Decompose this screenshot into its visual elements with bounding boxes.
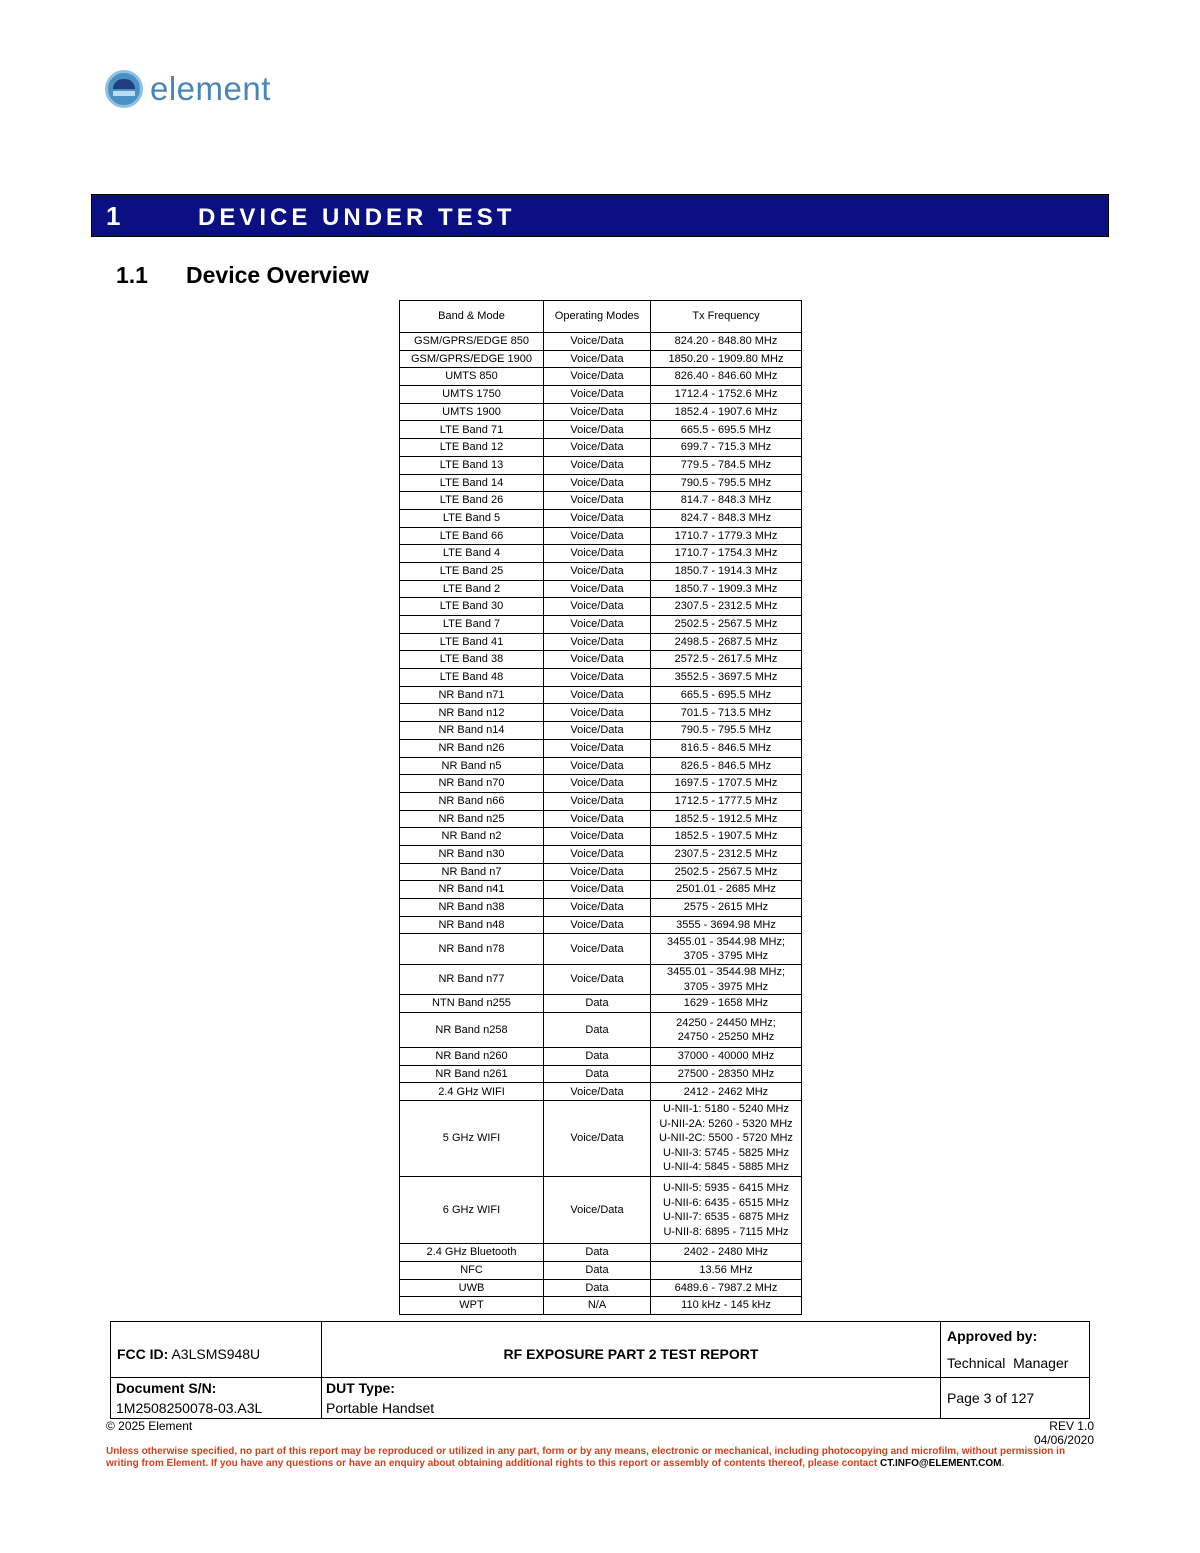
cell-operating-mode: Voice/Data <box>544 598 651 616</box>
cell-tx-frequency <box>651 1279 802 1297</box>
cell-operating-mode: Data <box>544 1013 651 1048</box>
cell-band-mode: UMTS 1750 <box>400 386 544 404</box>
cell-tx-frequency <box>651 1101 802 1177</box>
frequency-line: 3705 - 3795 MHz <box>683 950 769 963</box>
frequency-line: 1710.7 - 1754.3 MHz <box>674 547 778 560</box>
device-bands-table <box>399 300 802 1315</box>
cell-operating-mode: Voice/Data <box>544 333 651 351</box>
cell-tx-frequency <box>651 509 802 527</box>
frequency-line: U-NII-1: 5180 - 5240 MHz <box>663 1103 789 1116</box>
frequency-line: U-NII-8: 6895 - 7115 MHz <box>663 1225 789 1238</box>
table-row <box>400 580 802 598</box>
cell-tx-frequency <box>651 1297 802 1315</box>
subsection-heading <box>116 262 369 289</box>
frequency-line: 824.20 - 848.80 MHz <box>674 335 778 348</box>
revision-block <box>1034 1419 1094 1447</box>
section-banner <box>91 194 1109 237</box>
cell-operating-mode: Voice/Data <box>544 828 651 846</box>
cell-operating-mode: Data <box>544 1048 651 1066</box>
frequency-line: 2307.5 - 2312.5 MHz <box>674 848 778 861</box>
frequency-line: 37000 - 40000 MHz <box>677 1050 775 1063</box>
frequency-line: 110 kHz - 145 kHz <box>681 1299 771 1312</box>
header-tx-frequency: Tx Frequency <box>651 301 802 333</box>
cell-tx-frequency <box>651 439 802 457</box>
cell-operating-mode: Voice/Data <box>544 757 651 775</box>
frequency-line: U-NII-3: 5745 - 5825 MHz <box>663 1146 789 1159</box>
frequency-line: U-NII-7: 6535 - 6875 MHz <box>663 1211 789 1224</box>
cell-operating-mode: Voice/Data <box>544 403 651 421</box>
table-row <box>400 562 802 580</box>
cell-band-mode: NR Band n5 <box>400 757 544 775</box>
revision-date: 04/06/2020 <box>1033 1433 1094 1447</box>
cell-tx-frequency <box>651 633 802 651</box>
cell-tx-frequency <box>651 1048 802 1066</box>
dut-type-label: DUT Type: <box>326 1380 395 1396</box>
table-row <box>400 792 802 810</box>
cell-band-mode: NR Band n14 <box>400 722 544 740</box>
cell-operating-mode: Voice/Data <box>544 492 651 510</box>
cell-band-mode: NTN Band n255 <box>400 995 544 1013</box>
table-row <box>400 845 802 863</box>
cell-band-mode: LTE Band 41 <box>400 633 544 651</box>
cell-tx-frequency <box>651 350 802 368</box>
cell-band-mode: LTE Band 12 <box>400 439 544 457</box>
frequency-line: 2501.01 - 2685 MHz <box>676 883 776 896</box>
cell-operating-mode: Voice/Data <box>544 1101 651 1177</box>
cell-tx-frequency <box>651 792 802 810</box>
cell-tx-frequency <box>651 1083 802 1101</box>
table-row <box>400 456 802 474</box>
cell-band-mode: NR Band n26 <box>400 739 544 757</box>
cell-band-mode: 2.4 GHz WIFI <box>400 1083 544 1101</box>
table-row <box>400 474 802 492</box>
frequency-line: U-NII-2A: 5260 - 5320 MHz <box>659 1117 793 1130</box>
table-row <box>400 1083 802 1101</box>
table-row <box>400 739 802 757</box>
table-row <box>400 527 802 545</box>
frequency-line: 13.56 MHz <box>699 1263 753 1276</box>
cell-tx-frequency <box>651 1013 802 1048</box>
cell-operating-mode: Voice/Data <box>544 580 651 598</box>
frequency-line: 826.40 - 846.60 MHz <box>674 370 778 383</box>
cell-tx-frequency <box>651 863 802 881</box>
revision: REV 1.0 <box>1049 1419 1094 1433</box>
table-row <box>400 704 802 722</box>
fcc-id-value: A3LSMS948U <box>171 1345 261 1362</box>
cell-band-mode: NR Band n38 <box>400 899 544 917</box>
cell-tx-frequency <box>651 1065 802 1083</box>
cell-tx-frequency <box>651 651 802 669</box>
frequency-line: 699.7 - 715.3 MHz <box>680 441 772 454</box>
cell-band-mode: 6 GHz WIFI <box>400 1177 544 1244</box>
cell-band-mode: NR Band n261 <box>400 1065 544 1083</box>
report-title: RF EXPOSURE PART 2 TEST REPORT <box>322 1322 941 1378</box>
table-row <box>400 1244 802 1262</box>
fcc-id-cell <box>111 1322 322 1378</box>
frequency-line: U-NII-5: 5935 - 6415 MHz <box>663 1182 789 1195</box>
table-row <box>400 1101 802 1177</box>
table-row <box>400 810 802 828</box>
cell-band-mode: LTE Band 2 <box>400 580 544 598</box>
cell-operating-mode: Voice/Data <box>544 863 651 881</box>
cell-operating-mode: Voice/Data <box>544 474 651 492</box>
copyright: © 2025 Element <box>106 1419 193 1433</box>
table-row <box>400 633 802 651</box>
table-row <box>400 368 802 386</box>
cell-operating-mode: Voice/Data <box>544 964 651 995</box>
cell-tx-frequency <box>651 580 802 598</box>
cell-band-mode: NR Band n66 <box>400 792 544 810</box>
cell-operating-mode: Voice/Data <box>544 810 651 828</box>
cell-band-mode: WPT <box>400 1297 544 1315</box>
table-row <box>400 722 802 740</box>
frequency-line: U-NII-6: 6435 - 6515 MHz <box>663 1196 789 1209</box>
cell-tx-frequency <box>651 368 802 386</box>
approved-label: Approved by: <box>947 1327 1038 1344</box>
table-row <box>400 828 802 846</box>
table-row <box>400 492 802 510</box>
frequency-line: 665.5 - 695.5 MHz <box>680 688 772 701</box>
cell-band-mode: NR Band n25 <box>400 810 544 828</box>
disclaimer: Unless otherwise specified, no part of this report may be reproduced or utilized in any part, form or by any means, electronic or mechanical, including photocopying and microfilm, without permission in writing from Element. If you have any questions or have an enquiry about obtaining additional rights to this report or assembly of contents thereof, please contact CT.INFO@ELEMENT.COM. <box>106 1446 1066 1469</box>
cell-band-mode: NR Band n48 <box>400 916 544 934</box>
cell-tx-frequency <box>651 845 802 863</box>
cell-operating-mode: Voice/Data <box>544 350 651 368</box>
cell-band-mode: LTE Band 71 <box>400 421 544 439</box>
cell-band-mode: LTE Band 14 <box>400 474 544 492</box>
cell-band-mode: NR Band n77 <box>400 964 544 995</box>
table-row <box>400 439 802 457</box>
frequency-line: 3555 - 3694.98 MHz <box>676 918 776 931</box>
table-row <box>400 1048 802 1066</box>
cell-tx-frequency <box>651 669 802 687</box>
cell-band-mode: LTE Band 7 <box>400 616 544 634</box>
cell-tx-frequency <box>651 1261 802 1279</box>
section-title: DEVICE UNDER TEST <box>198 204 516 231</box>
cell-operating-mode: Voice/Data <box>544 899 651 917</box>
cell-tx-frequency <box>651 562 802 580</box>
frequency-line: 701.5 - 713.5 MHz <box>680 706 772 719</box>
document-sn-cell <box>111 1378 322 1419</box>
table-row <box>400 934 802 965</box>
cell-band-mode: NFC <box>400 1261 544 1279</box>
cell-operating-mode: Voice/Data <box>544 686 651 704</box>
frequency-line: 1852.4 - 1907.6 MHz <box>674 405 778 418</box>
cell-operating-mode: Voice/Data <box>544 1083 651 1101</box>
cell-band-mode: LTE Band 13 <box>400 456 544 474</box>
cell-band-mode: LTE Band 38 <box>400 651 544 669</box>
table-row <box>400 916 802 934</box>
cell-band-mode: NR Band n2 <box>400 828 544 846</box>
cell-tx-frequency <box>651 722 802 740</box>
cell-band-mode: LTE Band 4 <box>400 545 544 563</box>
frequency-line: 1712.4 - 1752.6 MHz <box>674 388 778 401</box>
cell-tx-frequency <box>651 686 802 704</box>
table-row <box>400 1177 802 1244</box>
cell-tx-frequency <box>651 828 802 846</box>
table-row <box>400 757 802 775</box>
cell-tx-frequency <box>651 775 802 793</box>
cell-band-mode: 5 GHz WIFI <box>400 1101 544 1177</box>
cell-band-mode: NR Band n12 <box>400 704 544 722</box>
frequency-line: 2307.5 - 2312.5 MHz <box>674 600 778 613</box>
cell-band-mode: UWB <box>400 1279 544 1297</box>
frequency-line: 1850.7 - 1909.3 MHz <box>674 582 778 595</box>
table-row <box>400 669 802 687</box>
subsection-number: 1.1 <box>116 262 148 288</box>
cell-band-mode: LTE Band 5 <box>400 509 544 527</box>
cell-operating-mode: Voice/Data <box>544 562 651 580</box>
table-row <box>400 775 802 793</box>
frequency-line: 2402 - 2480 MHz <box>683 1246 769 1259</box>
cell-tx-frequency <box>651 421 802 439</box>
cell-operating-mode: Voice/Data <box>544 881 651 899</box>
table-row <box>400 863 802 881</box>
frequency-line: U-NII-2C: 5500 - 5720 MHz <box>659 1132 793 1145</box>
frequency-line: 1852.5 - 1907.5 MHz <box>674 830 778 843</box>
frequency-line: 826.5 - 846.5 MHz <box>680 759 772 772</box>
cell-tx-frequency <box>651 492 802 510</box>
frequency-line: 3455.01 - 3544.98 MHz; <box>666 935 786 948</box>
disclaimer-text: Unless otherwise specified, no part of this report may be reproduced or utilized in any part, form or by any means, electronic or mechanical, including photocopying and microfilm, without permission in writing from Element. If you have any questions or have an enquiry about obtaining additional rights to this report or assembly of contents thereof, please contact <box>106 1446 1066 1469</box>
cell-operating-mode: Voice/Data <box>544 616 651 634</box>
table-row <box>400 686 802 704</box>
frequency-line: 665.5 - 695.5 MHz <box>680 423 772 436</box>
cell-operating-mode: Voice/Data <box>544 704 651 722</box>
cell-band-mode: NR Band n260 <box>400 1048 544 1066</box>
cell-operating-mode: Voice/Data <box>544 916 651 934</box>
cell-band-mode: 2.4 GHz Bluetooth <box>400 1244 544 1262</box>
subsection-title: Device Overview <box>186 262 369 288</box>
cell-operating-mode: Voice/Data <box>544 934 651 965</box>
cell-band-mode: NR Band n78 <box>400 934 544 965</box>
approved-value: Technical Manager <box>947 1354 1069 1371</box>
table-row <box>400 333 802 351</box>
frequency-line: 2498.5 - 2687.5 MHz <box>674 635 778 648</box>
frequency-line: 27500 - 28350 MHz <box>677 1067 775 1080</box>
cell-operating-mode: Data <box>544 1244 651 1262</box>
frequency-line: 1852.5 - 1912.5 MHz <box>674 812 778 825</box>
cell-tx-frequency <box>651 739 802 757</box>
cell-operating-mode: Voice/Data <box>544 456 651 474</box>
table-row <box>400 881 802 899</box>
cell-operating-mode: Data <box>544 1279 651 1297</box>
cell-tx-frequency <box>651 333 802 351</box>
cell-operating-mode: Voice/Data <box>544 651 651 669</box>
cell-tx-frequency <box>651 616 802 634</box>
cell-operating-mode: Voice/Data <box>544 1177 651 1244</box>
table-row <box>400 509 802 527</box>
frequency-line: 2572.5 - 2617.5 MHz <box>674 653 778 666</box>
table-row <box>400 995 802 1013</box>
cell-tx-frequency <box>651 403 802 421</box>
cell-band-mode: NR Band n30 <box>400 845 544 863</box>
cell-band-mode: GSM/GPRS/EDGE 850 <box>400 333 544 351</box>
cell-operating-mode: Voice/Data <box>544 421 651 439</box>
element-logo <box>105 70 271 108</box>
page-number: Page 3 of 127 <box>941 1378 1090 1419</box>
cell-band-mode: GSM/GPRS/EDGE 1900 <box>400 350 544 368</box>
frequency-line: 24750 - 25250 MHz <box>677 1031 775 1044</box>
table-row <box>400 1261 802 1279</box>
frequency-line: 3455.01 - 3544.98 MHz; <box>666 966 786 979</box>
header-operating-modes: Operating Modes <box>544 301 651 333</box>
table-row <box>400 421 802 439</box>
section-number: 1 <box>106 201 121 231</box>
cell-band-mode: NR Band n70 <box>400 775 544 793</box>
frequency-line: 824.7 - 848.3 MHz <box>680 511 772 524</box>
cell-operating-mode: Voice/Data <box>544 775 651 793</box>
table-row <box>400 1013 802 1048</box>
frequency-line: 1629 - 1658 MHz <box>683 997 769 1010</box>
frequency-line: 1712.5 - 1777.5 MHz <box>674 794 778 807</box>
fcc-id-label: FCC ID: <box>117 1345 169 1362</box>
frequency-line: 2502.5 - 2567.5 MHz <box>674 865 778 878</box>
cell-band-mode: UMTS 1900 <box>400 403 544 421</box>
table-row <box>400 899 802 917</box>
cell-tx-frequency <box>651 386 802 404</box>
cell-operating-mode: Data <box>544 995 651 1013</box>
document-sn-label: Document S/N: <box>116 1380 217 1396</box>
frequency-line: 790.5 - 795.5 MHz <box>680 724 772 737</box>
dut-type-cell <box>322 1378 941 1419</box>
cell-operating-mode: Voice/Data <box>544 527 651 545</box>
frequency-line: 779.5 - 784.5 MHz <box>680 458 772 471</box>
cell-tx-frequency <box>651 704 802 722</box>
cell-operating-mode: Voice/Data <box>544 545 651 563</box>
cell-tx-frequency <box>651 1244 802 1262</box>
cell-operating-mode: Voice/Data <box>544 509 651 527</box>
cell-band-mode: LTE Band 48 <box>400 669 544 687</box>
cell-operating-mode: Voice/Data <box>544 368 651 386</box>
element-logo-icon <box>105 70 143 108</box>
cell-operating-mode: Voice/Data <box>544 669 651 687</box>
logo-text: element <box>150 70 271 107</box>
table-row <box>400 1297 802 1315</box>
table-row <box>400 403 802 421</box>
frequency-line: 24250 - 24450 MHz; <box>676 1016 776 1029</box>
cell-operating-mode: N/A <box>544 1297 651 1315</box>
header-band-mode: Band & Mode <box>400 301 544 333</box>
frequency-line: 1850.20 - 1909.80 MHz <box>668 352 784 365</box>
table-row <box>400 1279 802 1297</box>
frequency-line: 3705 - 3975 MHz <box>683 980 769 993</box>
cell-tx-frequency <box>651 916 802 934</box>
cell-band-mode: LTE Band 26 <box>400 492 544 510</box>
frequency-line: 6489.6 - 7987.2 MHz <box>674 1281 778 1294</box>
cell-band-mode: NR Band n41 <box>400 881 544 899</box>
cell-tx-frequency <box>651 964 802 995</box>
cell-tx-frequency <box>651 1177 802 1244</box>
table-row <box>400 545 802 563</box>
frequency-line: 814.7 - 848.3 MHz <box>680 494 772 507</box>
cell-band-mode: LTE Band 25 <box>400 562 544 580</box>
frequency-line: 3552.5 - 3697.5 MHz <box>674 671 778 684</box>
cell-operating-mode: Voice/Data <box>544 439 651 457</box>
document-sn-value: 1M2508250078-03.A3L <box>116 1400 263 1416</box>
cell-band-mode: LTE Band 66 <box>400 527 544 545</box>
cell-tx-frequency <box>651 757 802 775</box>
frequency-line: 816.5 - 846.5 MHz <box>680 741 772 754</box>
cell-operating-mode: Data <box>544 1261 651 1279</box>
cell-band-mode: UMTS 850 <box>400 368 544 386</box>
table-row <box>400 616 802 634</box>
dut-type-value: Portable Handset <box>326 1400 435 1416</box>
table-header-row <box>400 301 802 333</box>
approval-cell <box>941 1322 1090 1378</box>
frequency-line: 2575 - 2615 MHz <box>683 901 769 914</box>
cell-tx-frequency <box>651 474 802 492</box>
report-footer-table <box>110 1321 1090 1419</box>
cell-operating-mode: Voice/Data <box>544 633 651 651</box>
cell-tx-frequency <box>651 598 802 616</box>
table-row <box>400 350 802 368</box>
cell-tx-frequency <box>651 456 802 474</box>
cell-operating-mode: Voice/Data <box>544 739 651 757</box>
cell-band-mode: NR Band n258 <box>400 1013 544 1048</box>
table-row <box>400 598 802 616</box>
cell-tx-frequency <box>651 545 802 563</box>
cell-operating-mode: Voice/Data <box>544 792 651 810</box>
cell-band-mode: LTE Band 30 <box>400 598 544 616</box>
cell-tx-frequency <box>651 934 802 965</box>
table-row <box>400 651 802 669</box>
contact-email[interactable]: CT.INFO@ELEMENT.COM <box>880 1458 1002 1469</box>
cell-operating-mode: Voice/Data <box>544 722 651 740</box>
frequency-line: U-NII-4: 5845 - 5885 MHz <box>663 1161 789 1174</box>
cell-tx-frequency <box>651 527 802 545</box>
frequency-line: 2502.5 - 2567.5 MHz <box>674 618 778 631</box>
cell-operating-mode: Data <box>544 1065 651 1083</box>
frequency-line: 1697.5 - 1707.5 MHz <box>674 777 778 790</box>
table-row <box>400 964 802 995</box>
cell-tx-frequency <box>651 881 802 899</box>
table-row <box>400 386 802 404</box>
frequency-line: 2412 - 2462 MHz <box>683 1085 769 1098</box>
cell-tx-frequency <box>651 899 802 917</box>
frequency-line: 790.5 - 795.5 MHz <box>680 476 772 489</box>
cell-tx-frequency <box>651 995 802 1013</box>
cell-band-mode: NR Band n71 <box>400 686 544 704</box>
cell-operating-mode: Voice/Data <box>544 386 651 404</box>
cell-operating-mode: Voice/Data <box>544 845 651 863</box>
cell-tx-frequency <box>651 810 802 828</box>
frequency-line: 1710.7 - 1779.3 MHz <box>674 529 778 542</box>
cell-band-mode: NR Band n7 <box>400 863 544 881</box>
table-row <box>400 1065 802 1083</box>
frequency-line: 1850.7 - 1914.3 MHz <box>674 565 778 578</box>
